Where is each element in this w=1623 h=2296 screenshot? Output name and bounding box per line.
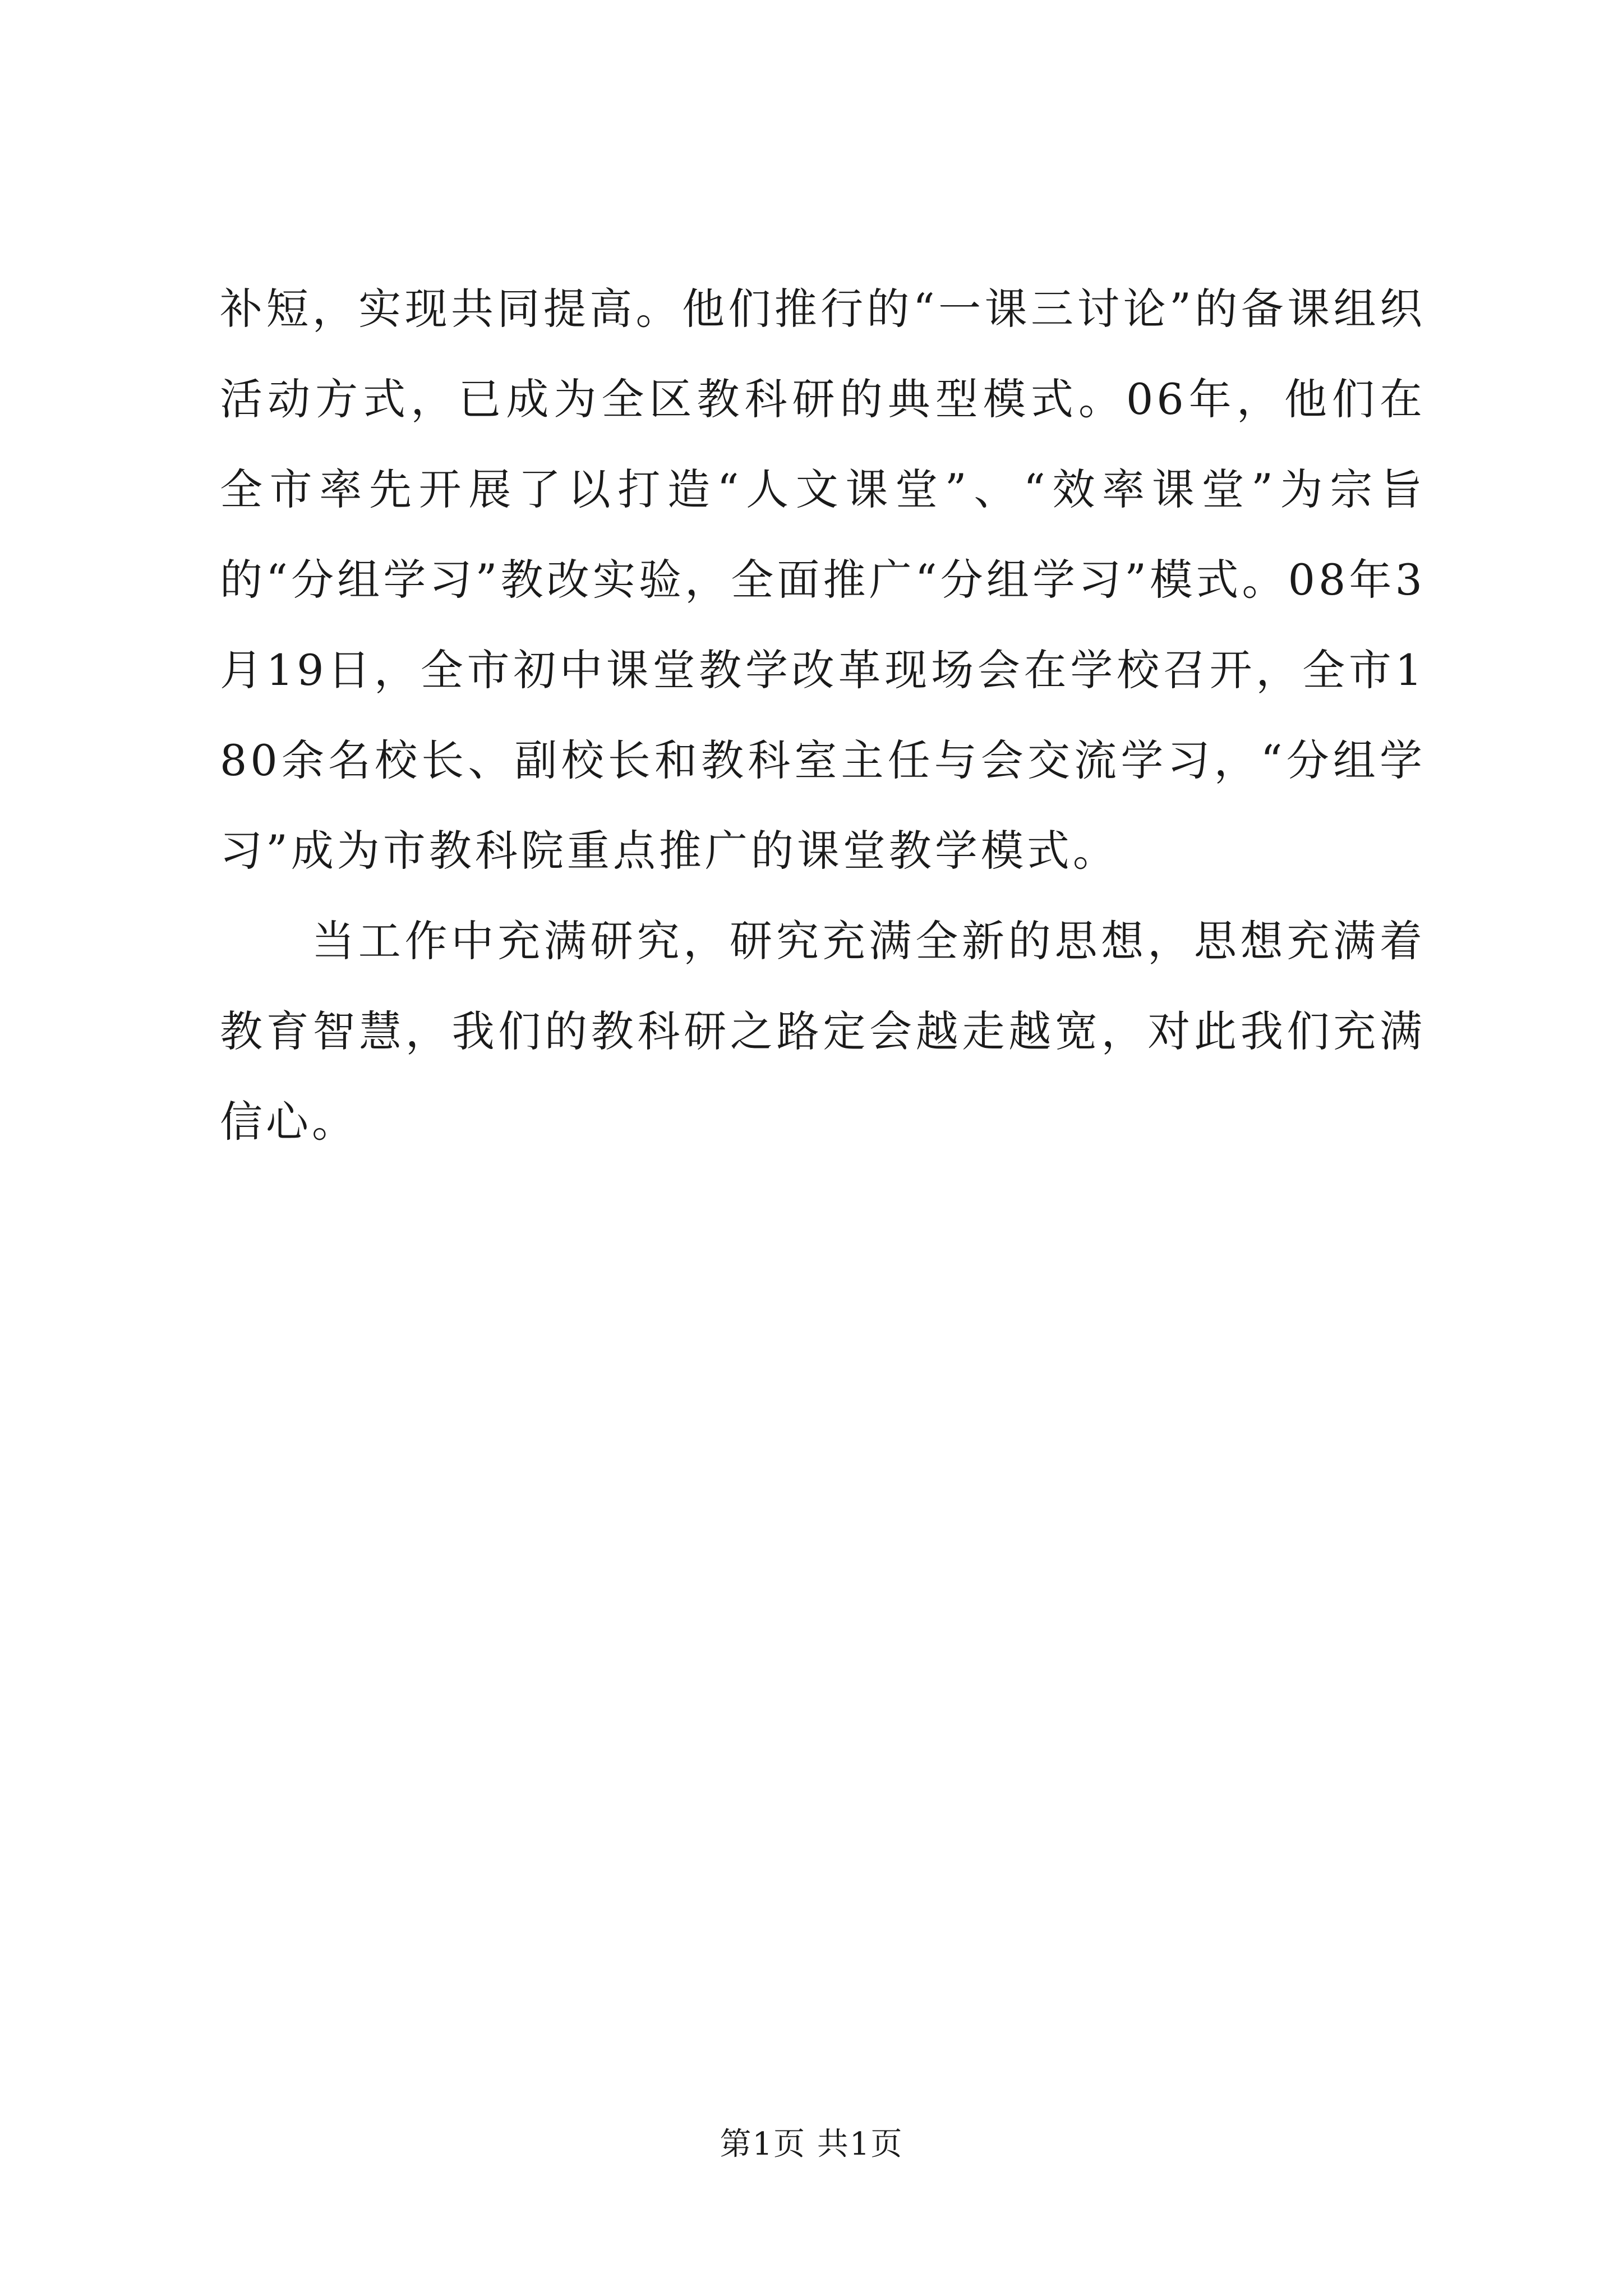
- page-footer: 第1页 共1页: [720, 2126, 903, 2162]
- paragraph-continuation: 补短，实现共同提高。他们推行的“一课三讨论”的备课组织活动方式，已成为全区教科研的典型模式。06年，他们在全市率先开展了以打造“人文课堂”、“效率课堂”为宗旨的“分组学习”教改实验，全面推广“分组学习”模式。08年3月19日，全市初中课堂教学改革现场会在学校召开，全市180余名校长、副校长和教科室主任与会交流学习，“分组学习”成为市教科院重点推广的课堂教学模式。: [220, 284, 1426, 876]
- document-body: [220, 264, 1426, 1167]
- paragraph-closing: 当工作中充满研究，研究充满全新的思想，思想充满着教育智慧，我们的教科研之路定会越走越宽，对此我们充满信心。: [220, 916, 1426, 1147]
